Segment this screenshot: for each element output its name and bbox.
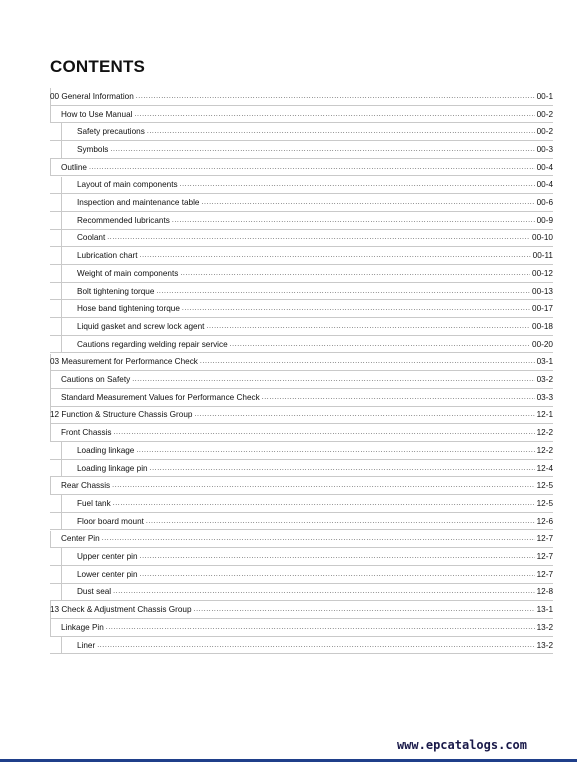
toc-entry-page: 00-11 (532, 251, 553, 261)
toc-entry-page: 12-2 (536, 428, 553, 438)
toc-dot-leader (140, 571, 535, 578)
toc-indent-rule (61, 141, 62, 159)
toc-entry-page: 13-2 (536, 622, 553, 632)
toc-indent-rule (61, 194, 62, 212)
toc-indent-rule (61, 123, 62, 141)
toc-entry[interactable] (50, 336, 553, 354)
toc-indent-rule (50, 371, 51, 389)
toc-dot-leader (180, 181, 535, 188)
toc-entry-title: Layout of main components (77, 180, 178, 190)
toc-entry-page: 00-4 (536, 180, 553, 190)
toc-entry[interactable] (50, 177, 553, 195)
toc-entry[interactable] (50, 477, 553, 495)
toc-entry-page: 00-17 (532, 304, 553, 314)
toc-entry-title: Recommended lubricants (77, 215, 170, 225)
toc-entry-page: 00-10 (532, 233, 553, 243)
toc-entry-page: 00-9 (536, 215, 553, 225)
toc-dot-leader (194, 411, 534, 418)
toc-entry[interactable] (50, 106, 553, 124)
toc-entry-title: Hose band tightening torque (77, 304, 180, 314)
toc-entry-title: 00 General Information (50, 91, 134, 101)
toc-entry-page: 00-13 (532, 286, 553, 296)
toc-entry-page: 12-2 (536, 445, 553, 455)
toc-dot-leader (102, 535, 535, 542)
toc-indent-rule (61, 495, 62, 513)
toc-indent-rule (61, 318, 62, 336)
toc-entry-page: 00-1 (536, 91, 553, 101)
toc-entry-title: Inspection and maintenance table (77, 198, 200, 208)
toc-indent-rule (61, 460, 62, 478)
toc-entry-page: 12-5 (536, 481, 553, 491)
toc-entry[interactable] (50, 300, 553, 318)
toc-entry-title: Liquid gasket and screw lock agent (77, 321, 205, 331)
toc-entry[interactable] (50, 283, 553, 301)
toc-entry[interactable] (50, 247, 553, 265)
toc-indent-rule (50, 477, 51, 495)
toc-dot-leader (140, 553, 535, 560)
toc-entry-title: Floor board mount (77, 516, 144, 526)
footer-url[interactable]: www.epcatalogs.com (396, 738, 527, 752)
toc-entry-title: Bolt tightening torque (77, 286, 155, 296)
toc-entry-title: Safety precautions (77, 127, 145, 137)
toc-entry-title: Cautions on Safety (61, 375, 131, 385)
toc-entry-title: Upper center pin (77, 552, 138, 562)
toc-indent-rule (50, 531, 51, 549)
toc-indent-rule (61, 265, 62, 283)
toc-dot-leader (107, 234, 530, 241)
toc-entry-page: 00-3 (536, 144, 553, 154)
toc-entry-page: 12-7 (536, 552, 553, 562)
toc-entry[interactable] (50, 265, 553, 283)
toc-indent-rule (61, 336, 62, 354)
toc-entry-title: Liner (77, 640, 96, 650)
toc-dot-leader (110, 146, 534, 153)
toc-dot-leader (230, 341, 530, 348)
toc-indent-rule (61, 177, 62, 195)
toc-entry[interactable] (50, 495, 553, 513)
toc-entry-page: 12-7 (536, 569, 553, 579)
toc-dot-leader (89, 164, 535, 171)
toc-indent-rule (61, 548, 62, 566)
toc-entry[interactable] (50, 584, 553, 602)
toc-dot-leader (200, 358, 535, 365)
toc-dot-leader (140, 252, 531, 259)
toc-dot-leader (180, 270, 530, 277)
toc-entry-page: 00-12 (532, 268, 553, 278)
toc-entry[interactable] (50, 619, 553, 637)
toc-entry[interactable] (50, 88, 553, 106)
toc-indent-rule (50, 424, 51, 442)
toc-entry-page: 12-6 (536, 516, 553, 526)
toc-entry-page: 12-7 (536, 534, 553, 544)
toc-entry-title: Cautions regarding welding repair service (77, 339, 228, 349)
toc-indent-rule (61, 212, 62, 230)
toc-dot-leader (113, 588, 534, 595)
toc-dot-leader (182, 305, 530, 312)
toc-entry-title: Fuel tank (77, 498, 111, 508)
toc-entry[interactable] (50, 513, 553, 531)
toc-entry-title: 12 Function & Structure Chassis Group (50, 410, 193, 420)
toc-entry-page: 12-4 (536, 463, 553, 473)
toc-entry[interactable] (50, 389, 553, 407)
toc-dot-leader (132, 376, 534, 383)
toc-entry[interactable] (50, 318, 553, 336)
toc-entry-page: 00-2 (536, 127, 553, 137)
toc-entry[interactable] (50, 566, 553, 584)
toc-dot-leader (113, 500, 535, 507)
toc-entry-title: 03 Measurement for Performance Check (50, 357, 198, 367)
toc-entry[interactable] (50, 407, 553, 425)
toc-entry[interactable] (50, 601, 553, 619)
toc-entry-page: 00-4 (536, 162, 553, 172)
toc-entry-title: Linkage Pin (61, 622, 104, 632)
toc-dot-leader (114, 429, 535, 436)
toc-entry[interactable] (50, 637, 553, 655)
toc-entry[interactable] (50, 531, 553, 549)
toc-entry-page: 00-18 (532, 321, 553, 331)
toc-indent-rule (50, 106, 51, 124)
toc-entry[interactable] (50, 159, 553, 177)
toc-indent-rule (50, 619, 51, 637)
toc-entry-title: How to Use Manual (61, 109, 133, 119)
toc-dot-leader (194, 606, 535, 613)
toc-entry-title: Symbols (77, 144, 109, 154)
toc-entry[interactable] (50, 354, 553, 372)
toc-entry-title: Lower center pin (77, 569, 138, 579)
toc-dot-leader (262, 394, 535, 401)
toc-entry[interactable] (50, 548, 553, 566)
toc-entry-title: Rear Chassis (61, 481, 111, 491)
toc-dot-leader (97, 642, 534, 649)
toc-indent-rule (61, 566, 62, 584)
toc-entry-page: 00-6 (536, 198, 553, 208)
toc-dot-leader (147, 128, 535, 135)
toc-entry-page: 13-2 (536, 640, 553, 650)
toc-entry-title: 13 Check & Adjustment Chassis Group (50, 605, 192, 615)
toc-indent-rule (61, 283, 62, 301)
toc-dot-leader (172, 217, 535, 224)
toc-dot-leader (150, 465, 535, 472)
toc-dot-leader (106, 624, 535, 631)
toc-entry[interactable] (50, 230, 553, 248)
toc-dot-leader (112, 482, 534, 489)
toc-entry-title: Center Pin (61, 534, 100, 544)
toc-indent-rule (50, 389, 51, 407)
toc-dot-leader (146, 518, 535, 525)
toc-dot-leader (136, 447, 534, 454)
toc-entry[interactable] (50, 424, 553, 442)
toc-entry-title: Coolant (77, 233, 106, 243)
toc-indent-rule (50, 159, 51, 177)
toc-indent-rule (61, 442, 62, 460)
toc-entry-title: Dust seal (77, 587, 112, 597)
toc-entry[interactable] (50, 212, 553, 230)
page-title: CONTENTS (50, 57, 146, 76)
toc-entry-title: Outline (61, 162, 87, 172)
toc-indent-rule (61, 300, 62, 318)
toc-entry[interactable] (50, 371, 553, 389)
toc-entry-page: 00-20 (532, 339, 553, 349)
toc-entry[interactable] (50, 141, 553, 159)
toc-entry-title: Front Chassis (61, 428, 112, 438)
toc-entry-title: Loading linkage (77, 445, 135, 455)
toc-entry-title: Weight of main components (77, 268, 179, 278)
toc-entry-page: 12-5 (536, 498, 553, 508)
toc-indent-rule (61, 637, 62, 655)
toc-entry[interactable] (50, 123, 553, 141)
toc-entry-title: Lubrication chart (77, 251, 138, 261)
toc-entry-page: 03-1 (536, 357, 553, 367)
toc-dot-leader (134, 111, 534, 118)
toc-dot-leader (201, 199, 534, 206)
toc-entry-page: 12-1 (536, 410, 553, 420)
toc-entry[interactable] (50, 194, 553, 212)
toc-entry-page: 00-2 (536, 109, 553, 119)
toc-entry[interactable] (50, 460, 553, 478)
toc-dot-leader (136, 93, 535, 100)
toc-entry-page: 12-8 (536, 587, 553, 597)
toc-indent-rule (61, 584, 62, 602)
toc-entry-page: 03-2 (536, 375, 553, 385)
toc-indent-rule (61, 247, 62, 265)
toc-entry-page: 03-3 (536, 392, 553, 402)
toc-entry-title: Standard Measurement Values for Performance Check (61, 392, 260, 402)
toc-dot-leader (206, 323, 530, 330)
toc-entry-page: 13-1 (536, 605, 553, 615)
toc-entry-title: Loading linkage pin (77, 463, 148, 473)
toc-entry[interactable] (50, 442, 553, 460)
toc-indent-rule (61, 230, 62, 248)
toc-indent-rule (61, 513, 62, 531)
toc-dot-leader (156, 288, 530, 295)
